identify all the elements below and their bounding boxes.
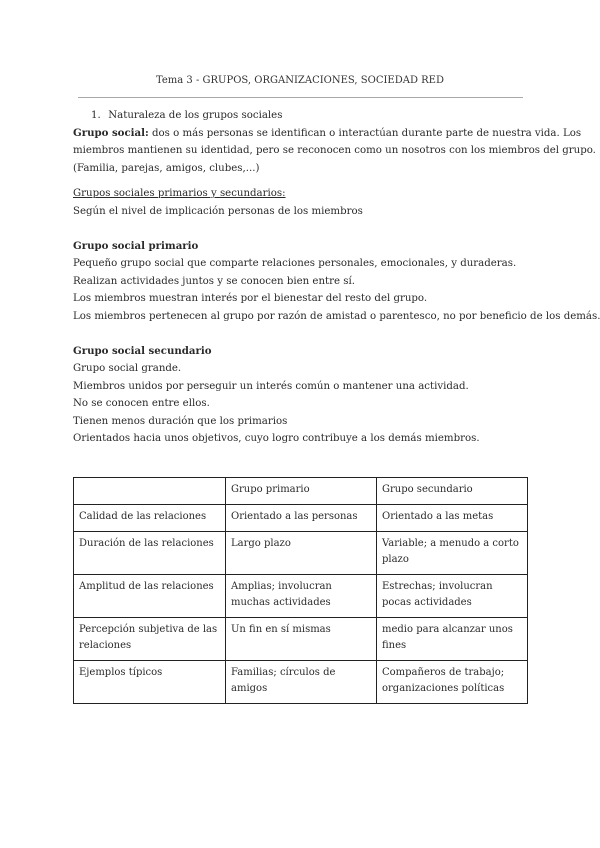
header-divider	[78, 97, 523, 98]
definition-term: Grupo social:	[73, 126, 149, 139]
table-cell: Variable; a menudo a corto plazo	[377, 532, 528, 575]
definition-line-3: (Familia, parejas, amigos, clubes,...)	[73, 162, 260, 174]
page-header: Tema 3 - GRUPOS, ORGANIZACIONES, SOCIEDAD RED	[156, 75, 444, 86]
section-title: Naturaleza de los grupos sociales	[108, 110, 283, 121]
secondary-heading: Grupo social secundario	[73, 344, 212, 357]
table-cell: Orientado a las personas	[226, 505, 377, 532]
secondary-line: Tienen menos duración que los primarios	[73, 415, 288, 427]
secondary-line: Grupo social grande.	[73, 363, 182, 374]
table-cell: Orientado a las metas	[377, 505, 528, 532]
table-row	[74, 661, 528, 704]
primary-heading: Grupo social primario	[73, 239, 199, 252]
table-cell: Largo plazo	[226, 532, 377, 575]
table-cell: Percepción subjetiva de las relaciones	[74, 618, 226, 661]
table-cell: Amplitud de las relaciones	[74, 575, 226, 618]
table-cell: medio para alcanzar unos fines	[377, 618, 528, 661]
primary-line: Los miembros muestran interés por el bienestar del resto del grupo.	[73, 293, 428, 304]
table-cell: Familias; círculos de amigos	[226, 661, 377, 704]
section-heading	[73, 107, 528, 125]
table-header-cell: Grupo primario	[226, 478, 377, 505]
table-cell: Estrechas; involucran pocas actividades	[377, 575, 528, 618]
document-body	[73, 107, 600, 448]
table-header-cell: Grupo secundario	[377, 478, 528, 505]
primary-line: Pequeño grupo social que comparte relaciones personales, emocionales, y duraderas.	[73, 258, 517, 269]
secondary-line: No se conocen entre ellos.	[73, 398, 210, 409]
secondary-line: Miembros unidos por perseguir un interés común o mantener una actividad.	[73, 380, 469, 392]
types-criterion: Según el nivel de implicación personas de los miembros	[73, 205, 363, 217]
table-cell: Duración de las relaciones	[74, 532, 226, 575]
comparison-table	[73, 477, 528, 704]
table-row	[74, 575, 528, 618]
table-row	[74, 505, 528, 532]
table-cell: Amplias; involucran muchas actividades	[226, 575, 377, 618]
types-heading: Grupos sociales primarios y secundarios:	[73, 188, 286, 199]
definition-line-1	[73, 125, 582, 143]
secondary-line: Orientados hacia unos objetivos, cuyo logro contribuye a los demás miembros.	[73, 433, 480, 444]
table-header-row	[74, 478, 528, 505]
table-cell: Calidad de las relaciones	[74, 505, 226, 532]
definition-text-1: dos o más personas se identifican o interactúan durante parte de nuestra vida. Los	[148, 127, 582, 139]
table-row	[74, 532, 528, 575]
definition-line-2: miembros mantienen su identidad, pero se reconocen como un nosotros con los miembros del grupo.	[73, 145, 596, 156]
primary-line: Los miembros pertenecen al grupo por razón de amistad o parentesco, no por beneficio de los demás.	[73, 310, 600, 322]
primary-line: Realizan actividades juntos y se conocen bien entre sí.	[73, 275, 355, 287]
table-cell: Compañeros de trabajo; organizaciones políticas	[377, 661, 528, 704]
table-cell: Ejemplos típicos	[74, 661, 226, 704]
table-header-cell	[74, 478, 226, 505]
table-row	[74, 618, 528, 661]
section-number: 1.	[91, 110, 101, 121]
table-cell: Un fin en sí mismas	[226, 618, 377, 661]
